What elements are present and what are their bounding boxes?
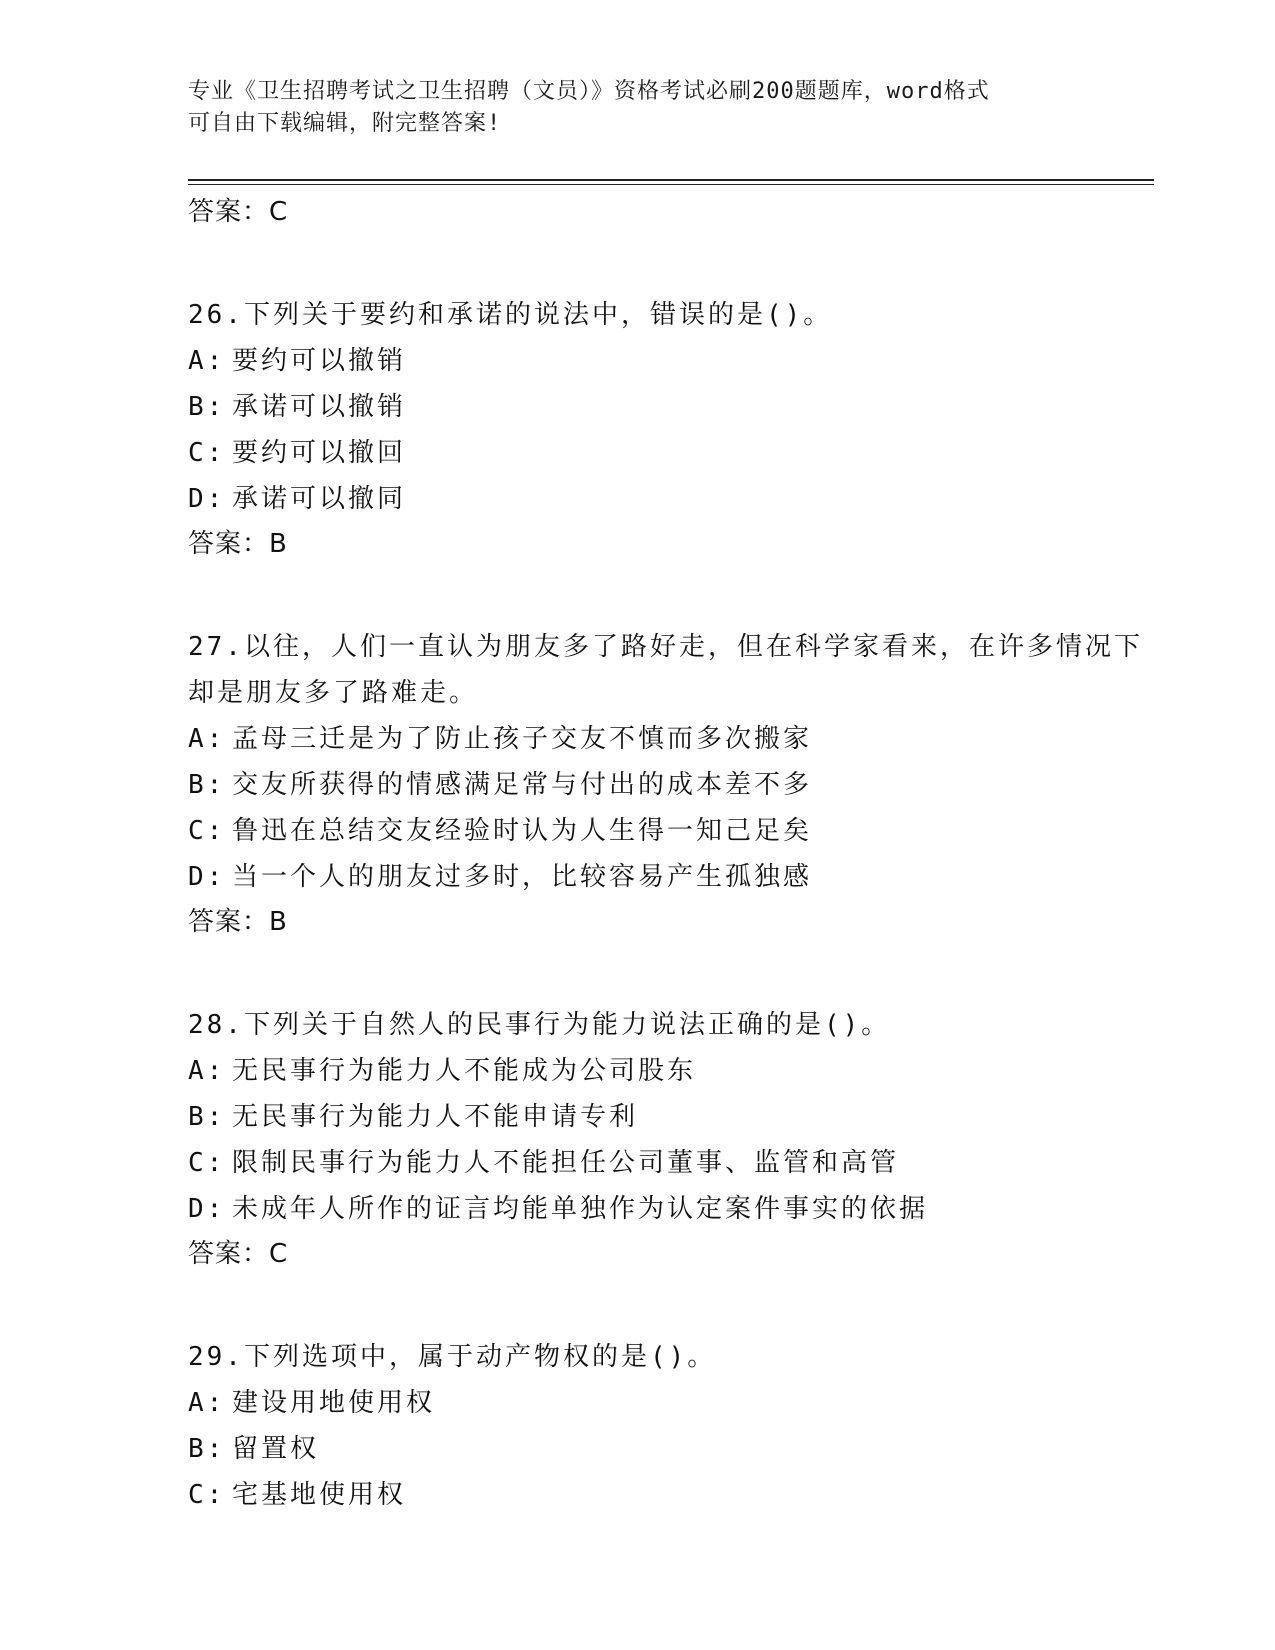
answer-label: 答案：C [188,1239,289,1269]
question-block [188,1002,1148,1276]
option-d [188,854,1148,900]
option-text: 限制民事行为能力人不能担任公司董事、监管和高管 [232,1148,900,1178]
option-letter: B: [188,1434,226,1464]
header-line-2: 可自由下载编辑，附完整答案! [188,111,502,136]
question-block [188,624,1148,944]
option-text: 承诺可以撤销 [232,392,407,422]
spacer [188,566,1148,624]
option-text: 承诺可以撤同 [232,484,407,514]
header-line-1: 专业《卫生招聘考试之卫生招聘（文员）》资格考试必刷200题题库，word格式 [188,79,990,104]
option-c [188,1472,1148,1518]
question-list [188,190,1148,1518]
option-text: 建设用地使用权 [232,1388,436,1418]
option-text: 宅基地使用权 [232,1480,407,1510]
question-block [188,292,1148,566]
option-text: 孟母三迁是为了防止孩子交友不慎而多次搬家 [232,724,813,754]
answer-label: 答案：C [188,197,289,227]
question-text: 26.下列关于要约和承诺的说法中，错误的是()。 [188,300,833,330]
option-letter: B: [188,392,226,422]
option-d [188,1186,1148,1232]
question-block [188,1334,1148,1518]
option-letter: B: [188,770,226,800]
option-letter: C: [188,816,226,846]
option-a [188,338,1148,384]
option-b [188,762,1148,808]
option-text: 交友所获得的情感满足常与付出的成本差不多 [232,770,813,800]
header-divider-thin [188,184,1154,185]
answer-label: 答案：B [188,907,288,937]
option-a [188,716,1148,762]
option-b [188,1094,1148,1140]
option-letter: C: [188,1480,226,1510]
document-header [188,76,1088,140]
option-c [188,808,1148,854]
option-text: 无民事行为能力人不能成为公司股东 [232,1056,697,1086]
option-letter: A: [188,724,226,754]
spacer [188,944,1148,1002]
option-c [188,1140,1148,1186]
option-letter: A: [188,346,226,376]
option-text: 无民事行为能力人不能申请专利 [232,1102,639,1132]
option-letter: A: [188,1388,226,1418]
option-text: 未成年人所作的证言均能单独作为认定案件事实的依据 [232,1194,929,1224]
option-letter: D: [188,484,226,514]
option-letter: B: [188,1102,226,1132]
option-a [188,1380,1148,1426]
option-a [188,1048,1148,1094]
question-text: 28.下列关于自然人的民事行为能力说法正确的是()。 [188,1010,891,1040]
spacer [188,234,1148,292]
option-c [188,430,1148,476]
option-letter: C: [188,1148,226,1178]
option-d [188,476,1148,522]
question-text: 27.以往，人们一直认为朋友多了路好走，但在科学家看来，在许多情况下却是朋友多了路难走。 [188,632,1143,708]
answer-label: 答案：B [188,529,288,559]
header-divider-thick [188,179,1154,181]
option-letter: C: [188,438,226,468]
option-letter: D: [188,862,226,892]
option-text: 留置权 [232,1434,320,1464]
option-letter: A: [188,1056,226,1086]
option-letter: D: [188,1194,226,1224]
option-text: 鲁迅在总结交友经验时认为人生得一知己足矣 [232,816,813,846]
option-b [188,384,1148,430]
option-text: 要约可以撤销 [232,346,407,376]
option-text: 要约可以撤回 [232,438,407,468]
question-text: 29.下列选项中，属于动产物权的是()。 [188,1342,717,1372]
option-b [188,1426,1148,1472]
spacer [188,1276,1148,1334]
option-text: 当一个人的朋友过多时，比较容易产生孤独感 [232,862,813,892]
